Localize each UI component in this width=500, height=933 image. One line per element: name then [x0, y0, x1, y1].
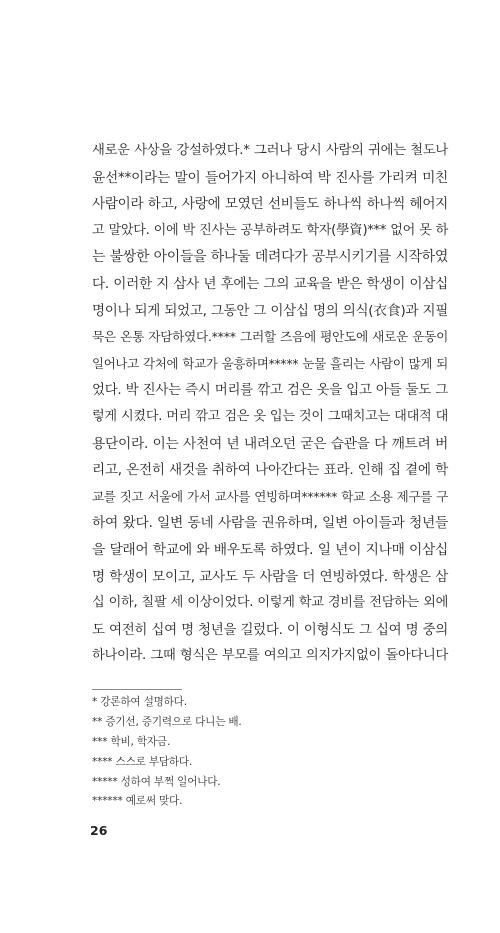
- text-line: 리고, 온전히 새것을 취하여 나아간다는 표라. 인해 집 곁에 학: [92, 462, 448, 479]
- footnote: **** 스스로 부담하다.: [92, 755, 193, 768]
- text-line: 하나이라. 그때 형식은 부모를 여의고 의지가지없이 돌아다니다: [92, 648, 448, 664]
- text-line: 새로운 사상을 강설하였다.* 그러나 당시 사람의 귀에는 철도나: [92, 143, 448, 158]
- text-line: 교를 짓고 서울에 가서 교사를 연빙하며****** 학교 소용 제구를 구: [92, 488, 448, 504]
- page-number: 26: [90, 823, 108, 838]
- text-line: 사람이라 하고, 사랑에 모였던 선비들도 하나씩 하나씩 헤어지: [92, 196, 448, 213]
- text-line: 명 학생이 모이고, 교사도 두 사람을 더 연빙하였다. 학생은 삼: [92, 568, 448, 585]
- footnote: ** 증기선, 증기력으로 다니는 배.: [92, 715, 242, 728]
- footnote: ***** 성하여 부쩍 일어나다.: [92, 775, 221, 788]
- text-line: 십 이하, 칠팔 세 이상이었다. 이렇게 학교 경비를 전담하는 외에: [92, 595, 448, 611]
- text-line: 하여 왔다. 일변 동네 사람을 권유하며, 일변 아이들과 청년들: [92, 515, 448, 532]
- text-line: 용단이라. 이는 사천여 년 내려오던 굳은 습관을 다 깨트려 버: [92, 435, 448, 452]
- text-line: 다. 이러한 지 삼사 년 후에는 그의 교육을 받은 학생이 이삼십: [92, 275, 448, 292]
- text-line: 윤선**이라는 말이 들어가지 아니하여 박 진사를 가리켜 미친: [92, 169, 448, 186]
- text-line: 렇게 시켰다. 머리 깎고 검은 옷 입는 것이 그때치고는 대대적 대: [92, 408, 448, 424]
- text-line: 명이나 되게 되었고, 그동안 그 이삼십 명의 의식(衣食)과 지필: [92, 302, 448, 319]
- text-line: 는 불쌍한 아이들을 하나둘 데려다가 공부시키기를 시작하였: [92, 249, 448, 266]
- text-line: 을 달래어 학교에 와 배우도록 하였다. 일 년이 지나매 이삼십: [92, 541, 448, 558]
- text-line: 일어나고 각처에 학교가 울흥하며***** 눈물 흘리는 사람이 많게 되: [92, 355, 448, 371]
- footnote: *** 학비, 학자금.: [92, 735, 171, 748]
- text-line: 고 말았다. 이에 박 진사는 공부하려도 학자(學資)*** 없어 못 하: [92, 222, 448, 238]
- footnote: * 강론하여 설명하다.: [92, 696, 187, 708]
- footnote: ****** 예로써 맞다.: [92, 795, 183, 808]
- footnotes: [92, 693, 432, 812]
- body-text: [92, 138, 448, 670]
- footnote-divider: [92, 689, 182, 690]
- text-line: 었다. 박 진사는 즉시 머리를 깎고 검은 옷을 입고 아들 둘도 그: [92, 382, 448, 399]
- text-line: 도 여전히 십여 명 청년을 길렀다. 이 이형식도 그 십여 명 중의: [92, 621, 448, 638]
- text-line: 묵은 온통 자담하였다.**** 그러할 즈음에 평안도에 새로운 운동이: [92, 329, 448, 345]
